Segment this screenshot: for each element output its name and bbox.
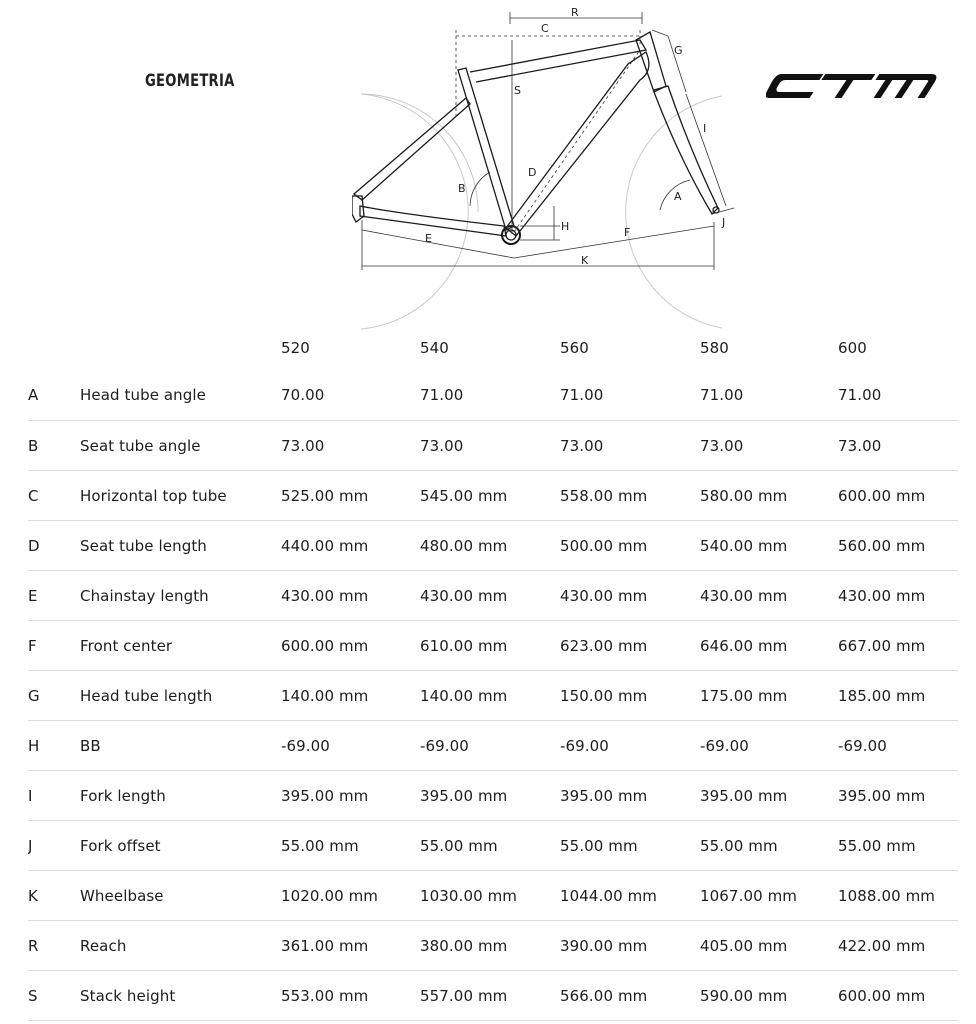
dimension-value: 545.00 mm: [420, 471, 560, 521]
dimension-value: 361.00 mm: [281, 921, 420, 971]
dimension-value: 185.00 mm: [838, 671, 958, 721]
dimension-name: Horizontal top tube: [80, 471, 281, 521]
dimension-key: E: [28, 571, 80, 621]
dimension-name: Wheelbase: [80, 871, 281, 921]
dimension-value: 480.00 mm: [420, 521, 560, 571]
dimension-value: 430.00 mm: [281, 571, 420, 621]
geometry-table: [28, 322, 958, 1021]
dimension-value: -69.00: [281, 721, 420, 771]
dimension-name: Seat tube length: [80, 521, 281, 571]
dimension-value: 55.00 mm: [420, 821, 560, 871]
dimension-value: 395.00 mm: [700, 771, 838, 821]
dimension-value: 610.00 mm: [420, 621, 560, 671]
dimension-labels: [425, 6, 725, 267]
wheel-outlines: [361, 94, 722, 329]
dimension-name: Seat tube angle: [80, 421, 281, 471]
size-header: 600: [838, 339, 867, 357]
dimension-value: 646.00 mm: [700, 621, 838, 671]
dim-label-d: D: [528, 166, 537, 179]
dimension-key: H: [28, 721, 80, 771]
front-wheel-arc: [626, 96, 722, 328]
size-header: 560: [560, 339, 589, 357]
dimension-value: 73.00: [281, 421, 420, 471]
dimension-value: 55.00 mm: [560, 821, 700, 871]
dim-label-c: C: [541, 22, 549, 35]
dimension-key: R: [28, 921, 80, 971]
dimension-value: 600.00 mm: [281, 621, 420, 671]
dimension-key: B: [28, 421, 80, 471]
dimension-value: -69.00: [838, 721, 958, 771]
dimension-name: Fork offset: [80, 821, 281, 871]
dimension-value: 553.00 mm: [281, 971, 420, 1021]
dim-label-i: I: [703, 122, 707, 135]
dimension-value: 623.00 mm: [560, 621, 700, 671]
dim-label-s: S: [514, 84, 521, 97]
size-header: 540: [420, 339, 449, 357]
dimension-value: 150.00 mm: [560, 671, 700, 721]
dimension-value: 540.00 mm: [700, 521, 838, 571]
dimension-key: F: [28, 621, 80, 671]
dimension-value: 405.00 mm: [700, 921, 838, 971]
dimension-value: -69.00: [560, 721, 700, 771]
dimension-value: 55.00 mm: [281, 821, 420, 871]
table-row: [28, 571, 958, 621]
dimension-name: Front center: [80, 621, 281, 671]
dim-label-f: F: [624, 226, 631, 239]
dimension-value: 600.00 mm: [838, 471, 958, 521]
dimension-value: 525.00 mm: [281, 471, 420, 521]
table-row: [28, 971, 958, 1021]
dimension-key: D: [28, 521, 80, 571]
dimension-value: 395.00 mm: [281, 771, 420, 821]
dimension-name: Stack height: [80, 971, 281, 1021]
table-row: [28, 921, 958, 971]
dimension-key: J: [28, 821, 80, 871]
dimension-value: 71.00: [700, 370, 838, 421]
dimension-value: 73.00: [700, 421, 838, 471]
dimension-name: Head tube length: [80, 671, 281, 721]
dim-label-r: R: [571, 6, 579, 19]
size-header-row: [28, 322, 958, 370]
dimension-value: 395.00 mm: [560, 771, 700, 821]
dimension-value: 73.00: [420, 421, 560, 471]
dimension-value: 430.00 mm: [838, 571, 958, 621]
dim-label-g: G: [674, 44, 683, 57]
dim-label-a: A: [674, 190, 682, 203]
dimension-value: 55.00 mm: [700, 821, 838, 871]
dim-label-k: K: [581, 254, 589, 267]
dimension-value: 380.00 mm: [420, 921, 560, 971]
header-name: [80, 322, 281, 370]
dimension-value: 70.00: [281, 370, 420, 421]
dimension-value: 557.00 mm: [420, 971, 560, 1021]
dimension-key: A: [28, 370, 80, 421]
dimension-value: 73.00: [838, 421, 958, 471]
table-row: [28, 771, 958, 821]
page-title: GEOMETRIA: [145, 71, 235, 91]
dimension-key: C: [28, 471, 80, 521]
table-row: [28, 621, 958, 671]
table-row: [28, 521, 958, 571]
frame-outline: [352, 32, 719, 244]
dimension-value: 395.00 mm: [420, 771, 560, 821]
table-row: [28, 671, 958, 721]
dimension-value: 600.00 mm: [838, 971, 958, 1021]
dimension-value: 390.00 mm: [560, 921, 700, 971]
dimension-value: 71.00: [420, 370, 560, 421]
dim-label-b: B: [458, 182, 466, 195]
dimension-key: I: [28, 771, 80, 821]
table-row: [28, 421, 958, 471]
dimension-key: K: [28, 871, 80, 921]
rear-wheel-arc: [361, 94, 468, 329]
dimension-key: G: [28, 671, 80, 721]
dimension-value: 430.00 mm: [420, 571, 560, 621]
dimension-name: BB: [80, 721, 281, 771]
dimension-value: 73.00: [560, 421, 700, 471]
dimension-value: 1088.00 mm: [838, 871, 958, 921]
dimension-value: 590.00 mm: [700, 971, 838, 1021]
dimension-value: 140.00 mm: [420, 671, 560, 721]
bike-geometry-diagram: [352, 0, 744, 332]
dimension-value: 1067.00 mm: [700, 871, 838, 921]
size-header: 580: [700, 339, 729, 357]
dimension-value: 1030.00 mm: [420, 871, 560, 921]
dimension-value: 71.00: [838, 370, 958, 421]
dimension-value: 430.00 mm: [560, 571, 700, 621]
dim-label-e: E: [425, 232, 432, 245]
table-row: [28, 821, 958, 871]
dimension-value: 395.00 mm: [838, 771, 958, 821]
dimension-key: S: [28, 971, 80, 1021]
size-header: 520: [281, 339, 310, 357]
dimension-value: 140.00 mm: [281, 671, 420, 721]
dimension-value: 422.00 mm: [838, 921, 958, 971]
dimension-value: 1044.00 mm: [560, 871, 700, 921]
table-row: [28, 370, 958, 421]
dimension-value: 667.00 mm: [838, 621, 958, 671]
dimension-value: 55.00 mm: [838, 821, 958, 871]
dimension-value: 430.00 mm: [700, 571, 838, 621]
dimension-name: Fork length: [80, 771, 281, 821]
dimension-value: -69.00: [420, 721, 560, 771]
dimension-value: 566.00 mm: [560, 971, 700, 1021]
dimension-name: Reach: [80, 921, 281, 971]
dimension-value: 580.00 mm: [700, 471, 838, 521]
dimension-value: 71.00: [560, 370, 700, 421]
dimension-value: 440.00 mm: [281, 521, 420, 571]
header-key: [28, 322, 80, 370]
table-row: [28, 471, 958, 521]
ctm-logo: [766, 72, 938, 100]
dimension-value: 1020.00 mm: [281, 871, 420, 921]
table-row: [28, 871, 958, 921]
dim-label-h: H: [561, 220, 570, 233]
dimension-name: Head tube angle: [80, 370, 281, 421]
dimension-value: 560.00 mm: [838, 521, 958, 571]
dimension-value: 558.00 mm: [560, 471, 700, 521]
dimension-value: 500.00 mm: [560, 521, 700, 571]
dimension-value: 175.00 mm: [700, 671, 838, 721]
dimension-value: -69.00: [700, 721, 838, 771]
dimension-name: Chainstay length: [80, 571, 281, 621]
dim-label-j: J: [722, 216, 726, 229]
table-row: [28, 721, 958, 771]
